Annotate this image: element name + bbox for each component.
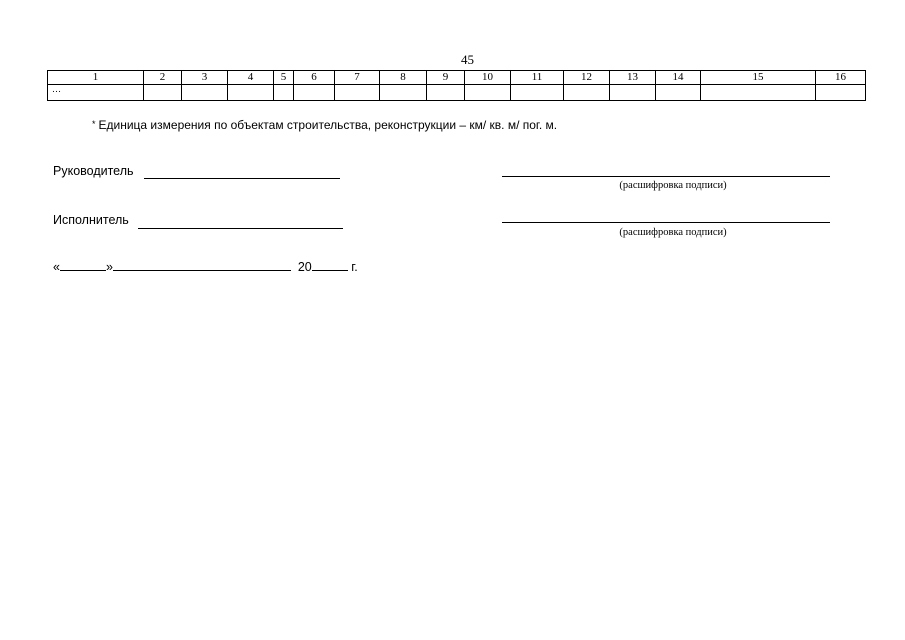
signature-decoding-caption: (расшифровка подписи) xyxy=(619,227,727,238)
date-line xyxy=(53,258,358,274)
table-cell xyxy=(380,85,427,101)
year-blank xyxy=(312,258,348,271)
date-close-quote: » xyxy=(105,260,113,274)
table-cell xyxy=(816,85,866,101)
signer-label-manager: Руководитель xyxy=(53,164,134,178)
footnote-marker: * xyxy=(92,119,96,129)
day-blank xyxy=(60,258,106,271)
page-number: 45 xyxy=(461,52,474,67)
signature-decoding-caption: (расшифровка подписи) xyxy=(619,180,727,191)
table-cell xyxy=(701,85,816,101)
column-header: 10 xyxy=(465,71,511,85)
column-header: 8 xyxy=(380,71,427,85)
column-header: 2 xyxy=(144,71,182,85)
table-cell xyxy=(335,85,380,101)
column-header: 13 xyxy=(610,71,656,85)
column-header: 14 xyxy=(656,71,701,85)
column-header: 15 xyxy=(701,71,816,85)
table-cell xyxy=(610,85,656,101)
column-header: 6 xyxy=(294,71,335,85)
table-cell xyxy=(182,85,228,101)
column-header: 3 xyxy=(182,71,228,85)
column-header: 5 xyxy=(274,71,294,85)
table-row xyxy=(48,85,866,101)
table-cell-placeholder: … xyxy=(48,85,144,101)
year-prefix: 20 xyxy=(297,260,312,274)
signature-line-manager xyxy=(144,178,340,179)
column-header: 9 xyxy=(427,71,465,85)
table-cell xyxy=(511,85,564,101)
column-header: 16 xyxy=(816,71,866,85)
table-cell xyxy=(564,85,610,101)
data-table xyxy=(47,70,866,101)
footnote-text: Единица измерения по объектам строительства, реконструкции – км/ кв. м/ пог. м. xyxy=(98,118,558,132)
name-line-executor xyxy=(502,222,830,223)
month-blank xyxy=(113,258,291,271)
signature-line-executor xyxy=(138,228,343,229)
table-cell xyxy=(228,85,274,101)
column-header: 1 xyxy=(48,71,144,85)
date-open-quote: « xyxy=(53,260,60,274)
table-cell xyxy=(656,85,701,101)
table-cell xyxy=(465,85,511,101)
table-cell xyxy=(274,85,294,101)
footnote xyxy=(92,118,557,132)
table-cell xyxy=(144,85,182,101)
table-header-row xyxy=(48,71,866,85)
column-header: 11 xyxy=(511,71,564,85)
column-header: 7 xyxy=(335,71,380,85)
year-suffix: г. xyxy=(351,260,358,274)
signer-label-executor: Исполнитель xyxy=(53,213,129,227)
table-cell xyxy=(294,85,335,101)
name-line-manager xyxy=(502,176,830,177)
column-header: 12 xyxy=(564,71,610,85)
table-cell xyxy=(427,85,465,101)
column-header: 4 xyxy=(228,71,274,85)
